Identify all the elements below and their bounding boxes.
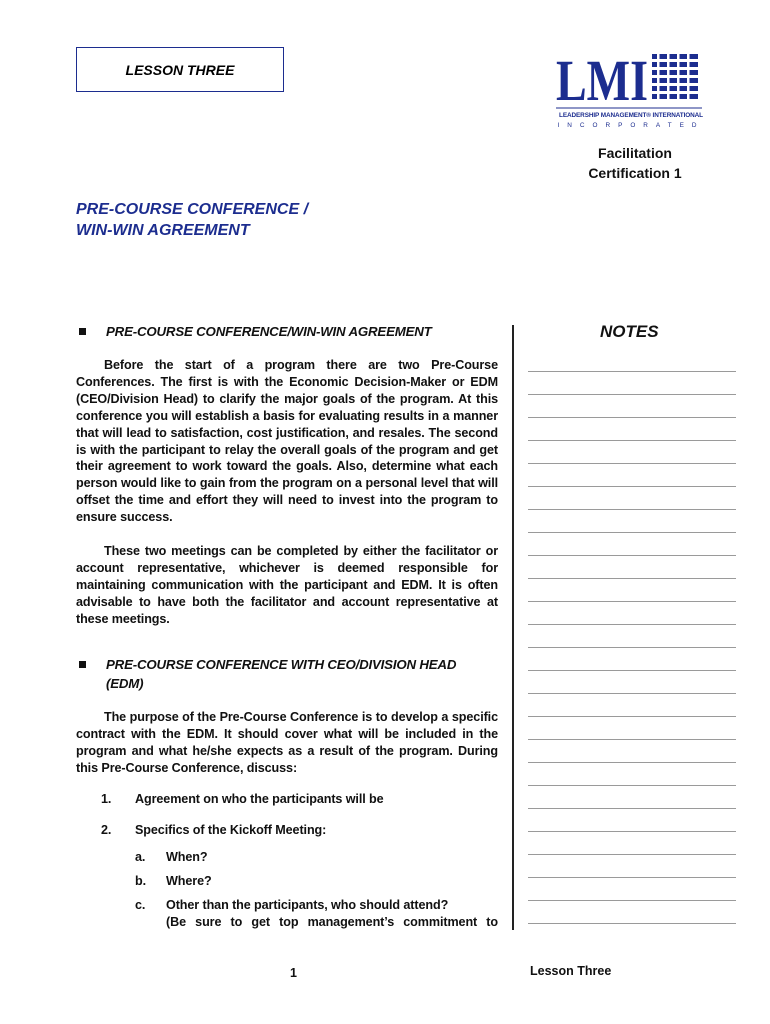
sub-item-letter: c.: [135, 898, 146, 912]
sub-item: [166, 897, 498, 931]
sub-item-letter: b.: [135, 874, 146, 888]
note-line: [528, 532, 736, 533]
sub-item: When?: [166, 850, 208, 864]
notes-title: NOTES: [600, 322, 659, 341]
note-line: [528, 716, 736, 717]
note-line: [528, 923, 736, 924]
note-line: [528, 371, 736, 372]
bullet-icon: [79, 328, 86, 335]
note-line: [528, 440, 736, 441]
section-heading-1: PRE-COURSE CONFERENCE/WIN-WIN AGREEMENT: [106, 324, 432, 339]
section-heading-2: [106, 655, 506, 693]
note-line: [528, 739, 736, 740]
bullet-icon: [79, 661, 86, 668]
certification-label: [560, 143, 710, 183]
note-line: [528, 486, 736, 487]
note-line: [528, 509, 736, 510]
lmi-logo: [556, 44, 706, 134]
note-line: [528, 808, 736, 809]
lesson-label: LESSON THREE: [125, 61, 235, 78]
certification-line-1: Facilitation: [598, 145, 672, 161]
section-heading-2-line-1: PRE-COURSE CONFERENCE WITH CEO/DIVISION HEAD: [106, 657, 457, 672]
note-line: [528, 670, 736, 671]
page-title-line-2: WIN-WIN AGREEMENT: [76, 222, 250, 239]
section-heading-2-line-2: (EDM): [106, 676, 144, 691]
lesson-label-box: [76, 47, 284, 92]
certification-line-2: Certification 1: [588, 165, 682, 181]
page-number: 1: [290, 966, 297, 980]
sub-item-letter: a.: [135, 850, 146, 864]
section2-paragraph: The purpose of the Pre-Course Conference is to develop a specific contract with the EDM. It should cover what will be included in the program and what he/she expects as a result of the program. During this Pre-Course Conference, discuss:: [76, 710, 498, 775]
note-line: [528, 624, 736, 625]
note-line: [528, 601, 736, 602]
list-item: Agreement on who the participants will be: [135, 792, 384, 806]
note-line: [528, 647, 736, 648]
note-line: [528, 762, 736, 763]
section1-paragraph-1: Before the start of a program there are two Pre-Course Conferences. The first is with the Economic Decision-Maker or EDM (CEO/Division Head) to clarify the major goals of the program. At this conference you will establish a basis for evaluating results in a manner that will lead to satisfaction, cost justification, and resales. The second is with the participant to relay the overall goals of the program and get their agreement to work toward the goals. Also, determine what each person would like to gain from the program on a personal level that will offset the time and effort they will need to invest into the program to ensure success.: [76, 358, 498, 525]
note-line: [528, 831, 736, 832]
logo-incorporated: INCORPORATED: [557, 122, 705, 129]
note-line: [528, 900, 736, 901]
list-item-number: 2.: [101, 823, 112, 837]
globe-icon: [652, 52, 698, 102]
note-line: [528, 785, 736, 786]
note-line: [528, 578, 736, 579]
note-line: [528, 877, 736, 878]
notes-divider: [512, 325, 514, 930]
sub-item-line-1: Other than the participants, who should attend?: [166, 898, 449, 912]
note-line: [528, 693, 736, 694]
section1-paragraph-2: These two meetings can be completed by either the facilitator or account representative, whichever is deemed responsible for maintaining communication with the participant and EDM. It is often advisable to have both the facilitator and account representative at these meetings.: [76, 544, 498, 626]
note-line: [528, 417, 736, 418]
lmi-logo-letters: LMI: [556, 48, 648, 113]
note-line: [528, 854, 736, 855]
list-item-number: 1.: [101, 792, 112, 806]
note-line: [528, 394, 736, 395]
page-title-line-1: PRE-COURSE CONFERENCE /: [76, 201, 309, 218]
note-line: [528, 463, 736, 464]
logo-tagline: LEADERSHIP MANAGEMENT® INTERNATIONAL: [559, 112, 703, 119]
note-line: [528, 555, 736, 556]
sub-item-line-2: (Be sure to get top management’s commitment to: [166, 914, 498, 929]
sub-item: Where?: [166, 874, 212, 888]
footer-lesson-label: Lesson Three: [530, 964, 612, 978]
list-item: Specifics of the Kickoff Meeting:: [135, 823, 327, 837]
page-title: [76, 199, 496, 241]
